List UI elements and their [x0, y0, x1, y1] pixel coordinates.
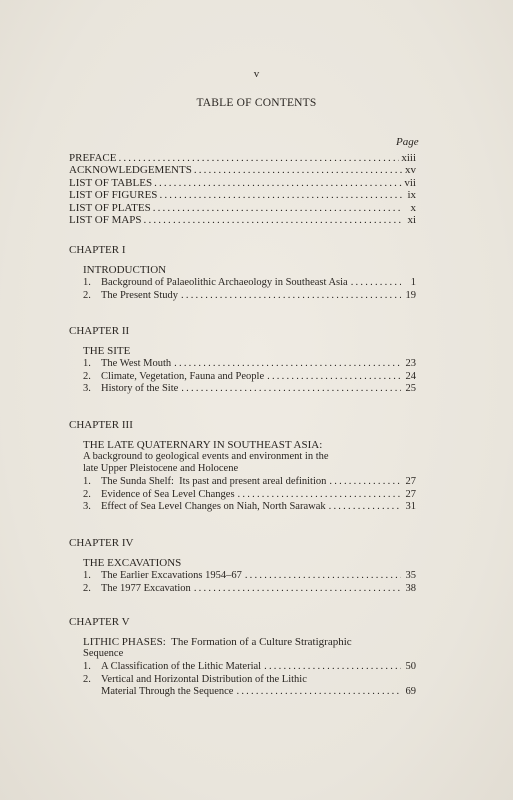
entry-label: Effect of Sea Level Changes on Niah, North Sarawak	[101, 501, 326, 513]
chapter-1-section	[69, 244, 416, 302]
toc-entry[interactable]	[83, 501, 416, 514]
entry-page: 27	[405, 476, 416, 487]
front-matter-page: vii	[404, 176, 416, 189]
entry-page: 27	[405, 488, 416, 500]
chapter-heading: CHAPTER II	[69, 325, 130, 337]
front-matter-label: LIST OF PLATES	[69, 201, 151, 214]
front-matter-item[interactable]	[69, 164, 416, 176]
front-matter-item[interactable]	[69, 152, 416, 164]
chapter-4-section	[69, 537, 416, 595]
leader-dots	[153, 202, 402, 214]
entry-label: Vertical and Horizontal Distribution of the Lithic	[101, 673, 307, 685]
chapter-title: THE SITE	[83, 345, 131, 357]
leader-dots	[267, 371, 401, 384]
chapter-heading: CHAPTER III	[69, 419, 133, 431]
entry-number: 2.	[83, 370, 91, 382]
leader-dots	[245, 570, 401, 583]
chapter-title: INTRODUCTION	[83, 264, 167, 276]
toc-entry[interactable]	[83, 674, 416, 687]
chapter-subtitle: late Upper Pleistocene and Holocene	[83, 463, 239, 474]
toc-entry-continued[interactable]	[83, 686, 416, 699]
entry-page: 35	[405, 570, 416, 581]
leader-dots	[236, 686, 401, 699]
leader-dots	[118, 152, 399, 164]
front-matter-item[interactable]	[69, 177, 416, 189]
toc-entry[interactable]	[83, 570, 416, 583]
chapter-subtitle: A background to geological events and environment in the	[83, 451, 329, 462]
front-matter-item[interactable]	[69, 189, 416, 201]
front-matter-label: LIST OF FIGURES	[69, 189, 158, 202]
entry-label: Evidence of Sea Level Changes	[101, 488, 235, 500]
entry-label: The Earlier Excavations 1954–67	[101, 570, 242, 581]
front-matter-page: xi	[407, 214, 416, 227]
leader-dots	[181, 290, 401, 303]
front-matter-label: PREFACE	[69, 152, 117, 164]
entry-page: 31	[405, 501, 416, 513]
chapter-entries	[83, 476, 416, 514]
leader-dots	[238, 489, 401, 502]
front-matter-page: xiii	[401, 152, 416, 164]
entry-label: The 1977 Excavation	[101, 582, 191, 594]
chapter-heading: CHAPTER I	[69, 244, 126, 256]
front-matter-label: ACKNOWLEDGEMENTS	[69, 164, 192, 177]
chapter-title: THE EXCAVATIONS	[83, 557, 182, 569]
entry-number: 2.	[83, 673, 91, 685]
entry-number: 2.	[83, 289, 91, 301]
front-matter-item[interactable]	[69, 202, 416, 214]
chapter-entries	[83, 570, 416, 595]
toc-entry[interactable]	[83, 371, 416, 384]
entry-page: 23	[405, 358, 416, 369]
entry-label: The Present Study	[101, 289, 178, 301]
entry-page: 1	[410, 277, 416, 288]
front-matter-label: LIST OF TABLES	[69, 176, 153, 189]
entry-page: 69	[405, 686, 416, 698]
entry-label: History of the Site	[101, 383, 179, 395]
entry-number: 1.	[83, 277, 91, 288]
chapter-subtitle: Sequence	[83, 648, 124, 659]
toc-entry[interactable]	[83, 476, 416, 489]
leader-dots	[181, 383, 401, 396]
leader-dots	[194, 583, 401, 596]
entry-page: 50	[405, 661, 416, 672]
chapter-heading: CHAPTER IV	[69, 537, 134, 549]
entry-page: 25	[405, 383, 416, 395]
chapter-entries	[83, 277, 416, 302]
front-matter-page: ix	[407, 189, 416, 202]
toc-entry[interactable]	[83, 661, 416, 674]
entry-number: 1.	[83, 661, 91, 672]
entry-label: The West Mouth	[101, 358, 172, 369]
toc-entry[interactable]	[83, 358, 416, 371]
toc-entry[interactable]	[83, 383, 416, 396]
entry-label: The Sunda Shelf: Its past and present areal definition	[101, 476, 327, 487]
leader-dots	[329, 476, 401, 489]
chapter-3-section	[69, 419, 416, 514]
toc-entry[interactable]	[83, 277, 416, 290]
front-matter-page: x	[410, 201, 416, 214]
chapter-title: LITHIC PHASES: The Formation of a Culture Stratigraphic	[83, 636, 352, 648]
entry-label: Background of Palaeolithic Archaeology in Southeast Asia	[101, 277, 348, 288]
entry-page: 38	[405, 582, 416, 594]
entry-number: 3.	[83, 383, 91, 395]
entry-number: 1.	[83, 358, 91, 369]
front-matter-item[interactable]	[69, 214, 416, 226]
entry-number: 1.	[83, 570, 91, 581]
front-matter-list	[69, 152, 416, 226]
entry-number: 1.	[83, 476, 91, 487]
chapter-entries	[83, 358, 416, 396]
leader-dots	[154, 177, 402, 189]
toc-entry[interactable]	[83, 583, 416, 596]
front-matter-label: LIST OF MAPS	[69, 214, 142, 227]
leader-dots	[194, 164, 402, 176]
entry-label: Climate, Vegetation, Fauna and People	[101, 370, 265, 382]
page-column-label: Page	[396, 136, 419, 148]
toc-entry[interactable]	[83, 489, 416, 502]
entry-number: 3.	[83, 501, 91, 513]
entry-page: 19	[405, 289, 416, 301]
entry-page: 24	[405, 370, 416, 382]
leader-dots	[329, 501, 401, 514]
leader-dots	[159, 189, 402, 201]
chapter-title: THE LATE QUATERNARY IN SOUTHEAST ASIA:	[83, 439, 323, 451]
page-number: v	[253, 68, 260, 80]
entry-label: A Classification of the Lithic Material	[101, 661, 262, 672]
leader-dots	[264, 661, 401, 674]
chapter-heading: CHAPTER V	[69, 616, 130, 628]
entry-number: 2.	[83, 488, 91, 500]
toc-heading: TABLE OF CONTENTS	[196, 97, 317, 109]
chapter-5-section	[69, 616, 416, 699]
chapter-entries	[83, 661, 416, 699]
leader-dots	[351, 277, 401, 290]
leader-dots	[174, 358, 401, 371]
chapter-2-section	[69, 325, 416, 396]
leader-dots	[144, 214, 402, 226]
toc-entry[interactable]	[83, 290, 416, 303]
entry-number: 2.	[83, 582, 91, 594]
front-matter-page: xv	[405, 164, 416, 177]
entry-label-continued: Material Through the Sequence	[101, 686, 234, 698]
